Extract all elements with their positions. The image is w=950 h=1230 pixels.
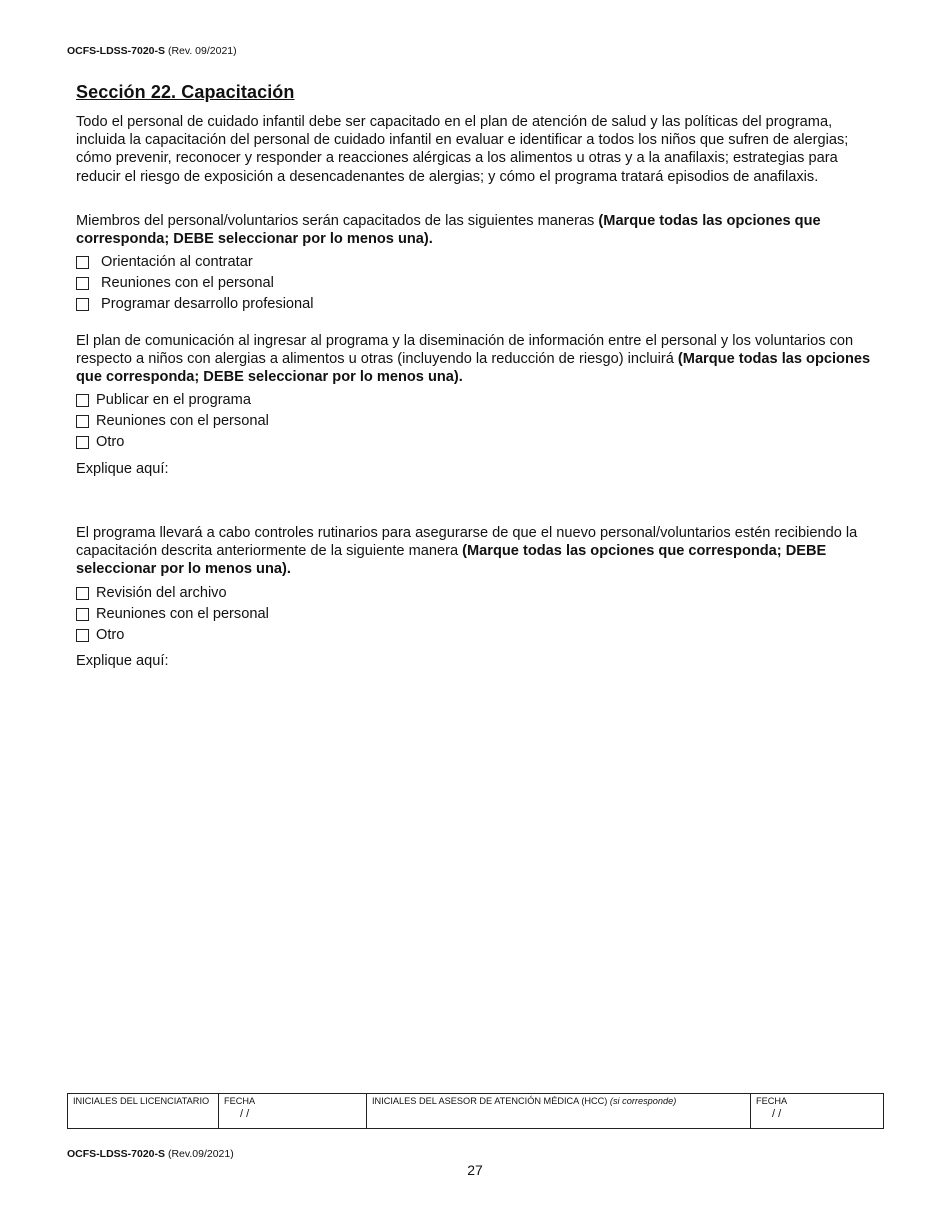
- date-label: FECHA: [756, 1096, 788, 1106]
- q1-prompt: [76, 212, 876, 248]
- date-slashes: / /: [240, 1108, 250, 1120]
- hcc-initials-field[interactable]: [367, 1094, 751, 1129]
- checkbox[interactable]: [76, 608, 89, 621]
- checkbox[interactable]: [76, 256, 89, 269]
- hcc-note: (si corresponde): [609, 1096, 677, 1106]
- q1-option-orientation[interactable]: [76, 252, 253, 272]
- q2-option-staff-meetings[interactable]: [76, 411, 269, 431]
- footer-form-rev: (Rev.09/2021): [167, 1148, 234, 1160]
- q3-explain-label: Explique aquí:: [76, 653, 169, 669]
- header-form-code: OCFS-LDSS-7020-S: [67, 45, 166, 57]
- q3-prompt: [76, 524, 876, 579]
- licensee-initials-field[interactable]: [68, 1094, 219, 1129]
- date-slashes: / /: [772, 1108, 782, 1120]
- hcc-initials-label: INICIALES DEL ASESOR DE ATENCIÓN MÉDICA (HCC): [372, 1096, 610, 1106]
- option-label: Reuniones con el personal: [101, 275, 274, 291]
- option-label: Revisión del archivo: [96, 585, 227, 601]
- footer-form-id: [67, 1148, 234, 1160]
- checkbox[interactable]: [76, 277, 89, 290]
- option-label: Otro: [96, 627, 125, 643]
- hcc-date-field[interactable]: [751, 1094, 884, 1129]
- q1-text: Miembros del personal/voluntarios serán capacitados de las siguientes maneras: [76, 213, 599, 229]
- checkbox[interactable]: [76, 394, 89, 407]
- checkbox[interactable]: [76, 587, 89, 600]
- q2-instruction: (Marque todas las opciones que corresponda; DEBE seleccionar por lo menos una).: [76, 351, 871, 386]
- q2-explain-label: Explique aquí:: [76, 461, 169, 477]
- q2-prompt: [76, 332, 876, 387]
- option-label: Reuniones con el personal: [96, 606, 269, 622]
- q1-option-staff-meetings[interactable]: [76, 273, 274, 293]
- date-label: FECHA: [224, 1096, 256, 1106]
- q3-option-file-review[interactable]: [76, 583, 227, 603]
- initials-table: [67, 1093, 884, 1129]
- q3-option-other[interactable]: [76, 625, 124, 645]
- q2-option-post[interactable]: [76, 390, 251, 410]
- option-label: Publicar en el programa: [96, 392, 251, 408]
- licensee-initials-label: INICIALES DEL LICENCIATARIO: [73, 1096, 210, 1106]
- checkbox[interactable]: [76, 436, 89, 449]
- q1-option-professional-development[interactable]: [76, 294, 314, 314]
- option-label: Programar desarrollo profesional: [101, 296, 314, 312]
- header-form-id: [67, 45, 237, 57]
- q2-option-other[interactable]: [76, 432, 124, 452]
- option-label: Reuniones con el personal: [96, 413, 269, 429]
- checkbox[interactable]: [76, 298, 89, 311]
- footer-form-code: OCFS-LDSS-7020-S: [67, 1148, 166, 1160]
- q2-text: El plan de comunicación al ingresar al programa y la diseminación de información entre el personal y los voluntarios con respecto a niños con alergias a alimentos u otras (incluyendo la reducción de riesgo) incluirá: [76, 333, 854, 368]
- page-number: 27: [467, 1162, 483, 1178]
- licensee-date-field[interactable]: [219, 1094, 367, 1129]
- section-title: Sección 22. Capacitación: [76, 82, 295, 102]
- option-label: Orientación al contratar: [101, 254, 253, 270]
- q3-option-staff-meetings[interactable]: [76, 604, 269, 624]
- header-form-rev: (Rev. 09/2021): [167, 45, 237, 57]
- checkbox[interactable]: [76, 629, 89, 642]
- section-intro: Todo el personal de cuidado infantil debe ser capacitado en el plan de atención de salud y las políticas del programa, incluida la capacitación del personal de cuidado infantil en evaluar e identificar a todos los niños que sufren de alergias; cómo prevenir, reconocer y responder a reacciones alérgicas a los alimentos u otras y a la anafilaxis; estrategias para reducir el riesgo de exposición a desencadenantes de alergias; y cómo el programa tratará episodios de anafilaxis.: [76, 114, 849, 185]
- q3-text: El programa llevará a cabo controles rutinarios para asegurarse de que el nuevo personal/voluntarios estén recibiendo la capacitación descrita anteriormente de la siguiente manera: [76, 525, 858, 560]
- q1-instruction: (Marque todas las opciones que corresponda; DEBE seleccionar por lo menos una).: [76, 213, 821, 248]
- q3-instruction: (Marque todas las opciones que corresponda; DEBE seleccionar por lo menos una).: [76, 543, 827, 578]
- checkbox[interactable]: [76, 415, 89, 428]
- option-label: Otro: [96, 434, 125, 450]
